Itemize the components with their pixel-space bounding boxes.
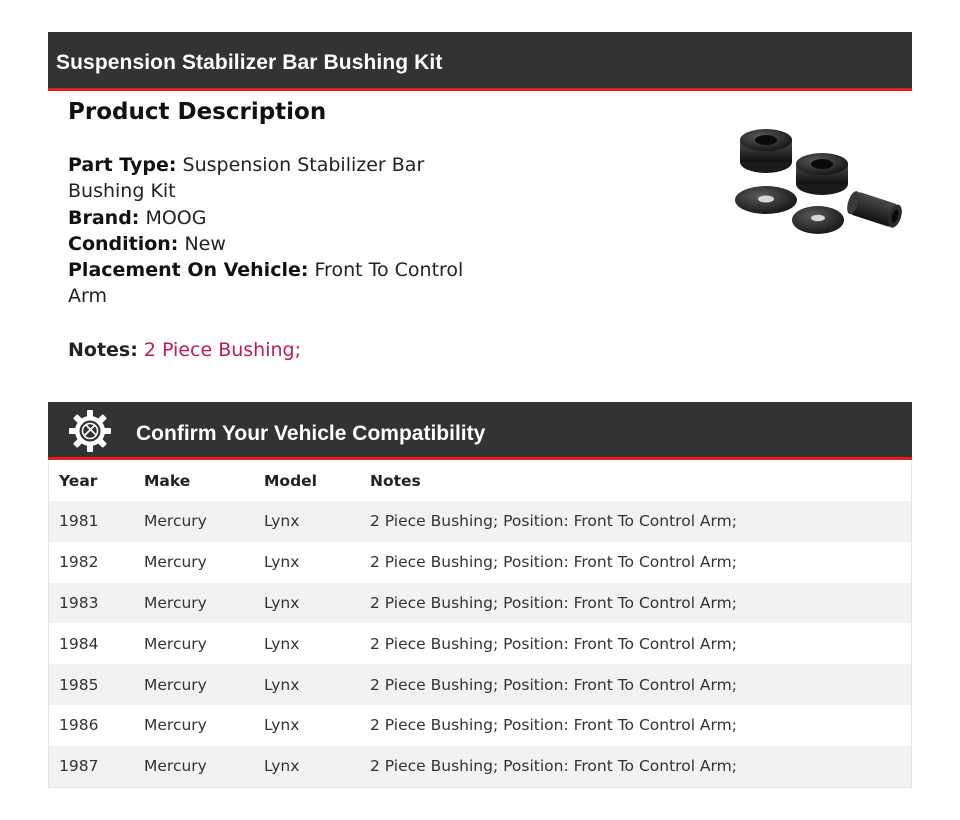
cell-model: Lynx: [254, 623, 360, 664]
column-header-model: Model: [254, 461, 360, 501]
table-row: [49, 623, 912, 664]
table-header-row: [49, 461, 912, 501]
cell-notes: 2 Piece Bushing; Position: Front To Control Arm;: [360, 542, 912, 583]
cell-model: Lynx: [254, 664, 360, 705]
cell-year: 1986: [49, 705, 135, 746]
compatibility-title: Confirm Your Vehicle Compatibility: [136, 422, 486, 445]
spec-label: Placement On Vehicle:: [68, 259, 309, 282]
table-row: [49, 746, 912, 787]
column-header-make: Make: [134, 461, 254, 501]
cell-make: Mercury: [134, 746, 254, 787]
cell-model: Lynx: [254, 583, 360, 624]
table-row: [49, 664, 912, 705]
spec-condition: [68, 231, 468, 257]
spec-label: Brand:: [68, 206, 140, 229]
spec-list: [68, 152, 468, 310]
cell-year: 1983: [49, 583, 135, 624]
compatibility-table: [48, 461, 912, 788]
compatibility-bar: [48, 402, 912, 460]
bushing-kit-image: [728, 122, 908, 244]
cell-year: 1981: [49, 501, 135, 542]
gear-icon: [68, 409, 112, 453]
spec-placement: [68, 257, 468, 310]
spec-value: Front To Control Arm: [68, 259, 464, 308]
product-image: [728, 122, 908, 244]
product-description: [68, 96, 468, 363]
cell-model: Lynx: [254, 501, 360, 542]
cell-notes: 2 Piece Bushing; Position: Front To Control Arm;: [360, 623, 912, 664]
cell-make: Mercury: [134, 664, 254, 705]
product-title: Suspension Stabilizer Bar Bushing Kit: [56, 51, 443, 74]
cell-model: Lynx: [254, 705, 360, 746]
notes-value: 2 Piece Bushing;: [143, 338, 302, 361]
spec-value: MOOG: [145, 206, 207, 229]
cell-notes: 2 Piece Bushing; Position: Front To Control Arm;: [360, 705, 912, 746]
cell-year: 1984: [49, 623, 135, 664]
cell-model: Lynx: [254, 542, 360, 583]
cell-notes: 2 Piece Bushing; Position: Front To Control Arm;: [360, 583, 912, 624]
spec-value: Suspension Stabilizer Bar Bushing Kit: [68, 154, 425, 203]
cell-make: Mercury: [134, 501, 254, 542]
cell-year: 1985: [49, 664, 135, 705]
notes-line: [68, 337, 468, 363]
table-row: [49, 705, 912, 746]
spec-part-type: [68, 152, 468, 205]
cell-year: 1987: [49, 746, 135, 787]
spec-brand: [68, 205, 468, 231]
table-row: [49, 583, 912, 624]
table-row: [49, 501, 912, 542]
cell-notes: 2 Piece Bushing; Position: Front To Control Arm;: [360, 501, 912, 542]
description-heading: Product Description: [68, 99, 327, 125]
cell-make: Mercury: [134, 542, 254, 583]
column-header-notes: Notes: [360, 461, 912, 501]
cell-model: Lynx: [254, 746, 360, 787]
cell-year: 1982: [49, 542, 135, 583]
column-header-year: Year: [49, 461, 135, 501]
cell-notes: 2 Piece Bushing; Position: Front To Control Arm;: [360, 664, 912, 705]
spec-label: Part Type:: [68, 154, 177, 176]
notes-label: Notes:: [68, 338, 138, 361]
cell-make: Mercury: [134, 583, 254, 624]
table-row: [49, 542, 912, 583]
cell-make: Mercury: [134, 705, 254, 746]
spec-value: New: [184, 232, 226, 255]
spec-label: Condition:: [68, 232, 179, 255]
product-title-bar: [48, 32, 912, 91]
cell-notes: 2 Piece Bushing; Position: Front To Control Arm;: [360, 746, 912, 787]
cell-make: Mercury: [134, 623, 254, 664]
